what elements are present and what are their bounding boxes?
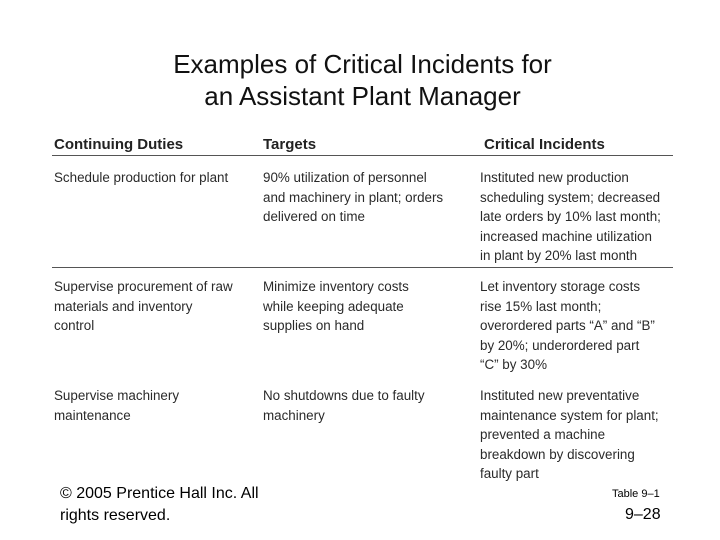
row3-targets: No shutdowns due to faulty machinery — [263, 388, 425, 423]
row3-duties: Supervise machinery maintenance — [54, 388, 180, 423]
row1-targets: 90% utilization of personnel and machinery in plant; orders delivered on time — [263, 170, 444, 225]
row1-rule — [52, 267, 673, 268]
header-targets: Targets — [263, 136, 317, 153]
copyright-notice: © 2005 Prentice Hall Inc. All rights reserved. — [60, 485, 259, 524]
title-line-1: Examples of Critical Incidents for — [173, 49, 552, 79]
table-header-row — [52, 134, 673, 156]
row2-duties: Supervise procurement of raw materials and inventory control — [54, 279, 233, 334]
title-line-2: an Assistant Plant Manager — [204, 81, 521, 111]
row1-incidents: Instituted new production scheduling system; decreased late orders by 10% last month; increased machine utilization in plant by 20% last month — [480, 170, 661, 264]
header-continuing-duties: Continuing Duties — [54, 136, 184, 153]
page-number: 9–28 — [625, 506, 661, 523]
row2-targets: Minimize inventory costs while keeping adequate supplies on hand — [263, 279, 409, 334]
slide-title — [0, 48, 720, 112]
critical-incidents-table — [52, 134, 673, 482]
table-number: Table 9–1 — [612, 488, 660, 500]
row1-duties: Schedule production for plant — [54, 170, 229, 185]
row3-incidents: Instituted new preventative maintenance system for plant; prevented a machine breakdown by discovering faulty part — [480, 388, 659, 482]
header-rule — [52, 155, 673, 156]
header-critical-incidents: Critical Incidents — [484, 136, 605, 153]
row2-incidents: Let inventory storage costs rise 15% last month; overordered parts “A” and “B” by 20%; underordered part “C” by 30% — [480, 279, 655, 373]
